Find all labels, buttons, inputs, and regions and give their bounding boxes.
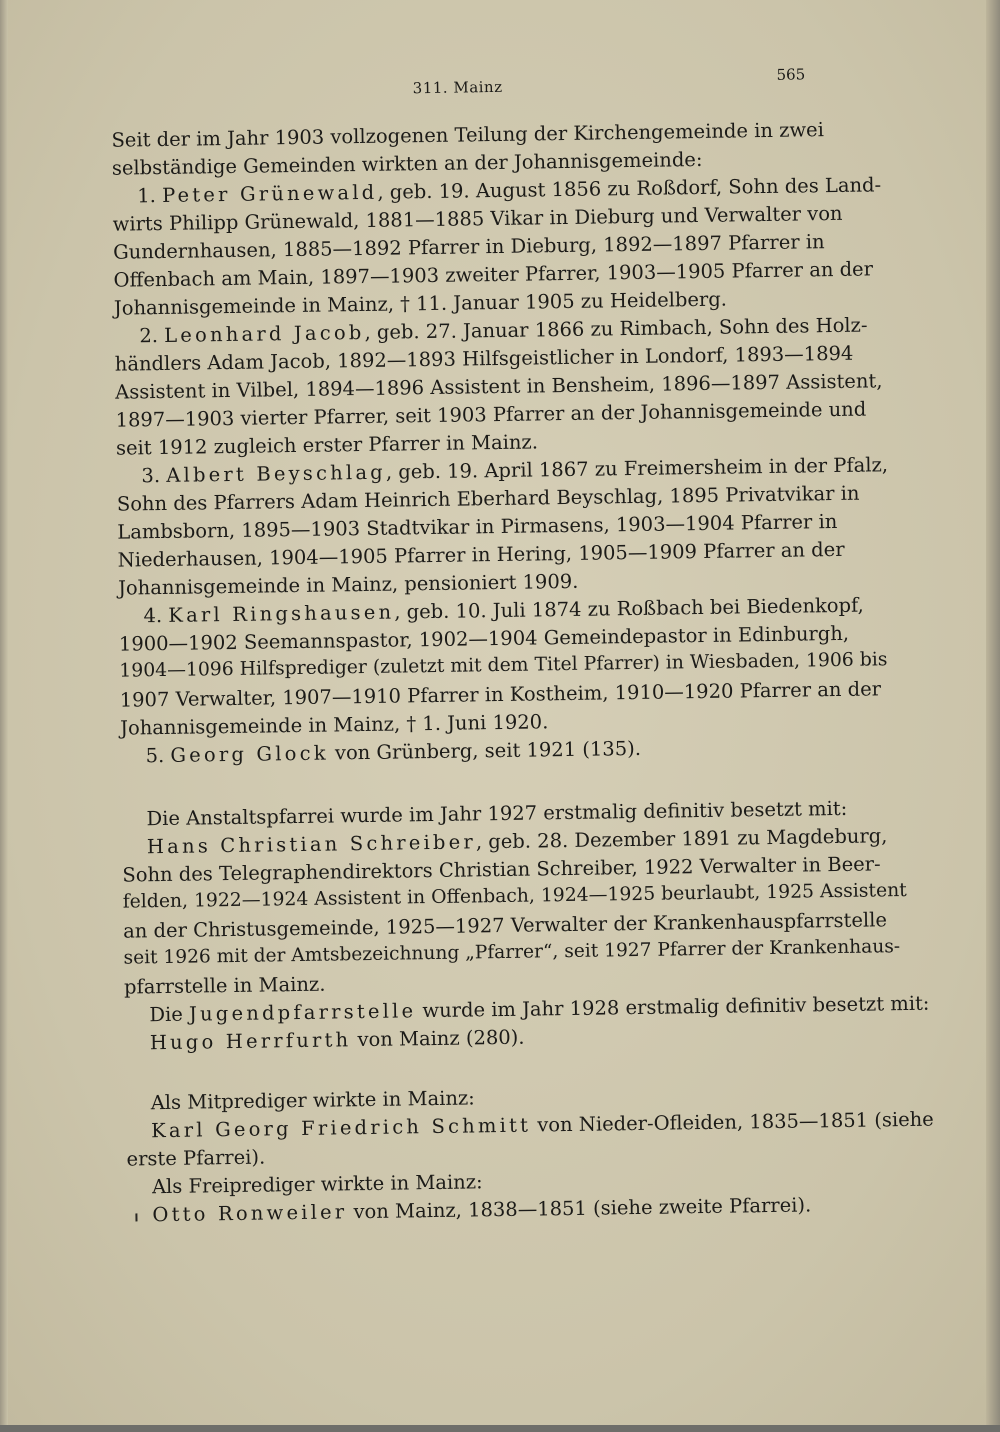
margin-mark — [135, 1213, 137, 1221]
freiprediger-name: Otto Ronweiler — [152, 1200, 348, 1227]
jugend-name: Hugo Herrfurth — [149, 1028, 352, 1055]
freiprediger-line: Otto Ronweiler von Mainz, 1838—1851 (siehe zweite Pfarrei). — [152, 1193, 812, 1227]
anstalt-name: Hans Christian Schreiber — [146, 830, 477, 859]
freiprediger-intro: Als Freiprediger wirkte in Mainz: — [151, 1170, 483, 1199]
pastor-name: Karl Ringshausen — [168, 600, 395, 627]
pastor-entry-4-line: 1907 Verwalter, 1907—1910 Pfarrer in Kostheim, 1910—1920 Pfarrer an der — [119, 677, 882, 712]
pastor-entry-3-line: 3. Albert Beyschlag, geb. 19. April 1867 zu Freimersheim in der Pfalz, — [141, 453, 889, 488]
jugend-intro: Die Jugendpfarrstelle wurde im Jahr 1928 erstmalig definitiv besetzt mit: — [149, 991, 930, 1027]
mitprediger-name: Karl Georg Friedrich Schmitt — [150, 1113, 532, 1143]
anstalt-first-line: Hans Christian Schreiber, geb. 28. Dezember 1891 zu Magdeburg, — [146, 824, 888, 859]
pastor-entry-4-line: 1904—1096 Hilfsprediger (zuletzt mit dem Titel Pfarrer) in Wiesbaden, 1906 bis — [119, 649, 888, 682]
pastor-entry-1-line: Gundernhausen, 1885—1892 Pfarrer in Dieburg, 1892—1897 Pfarrer in — [112, 230, 825, 264]
pastor-entry-2-line: händlers Adam Jacob, 1892—1893 Hilfsgeistlicher in Londorf, 1893—1894 — [114, 341, 854, 376]
pastor-entry-3-line: Niederhausen, 1904—1905 Pfarrer in Hering, 1905—1909 Pfarrer an der — [117, 537, 845, 572]
pastor-entry-4-line: 1900—1902 Seemannspastor, 1902—1904 Gemeindepastor in Edinburgh, — [118, 621, 850, 656]
pastor-name: Leonhard Jacob — [164, 320, 365, 347]
mitprediger-line: erste Pfarrei). — [126, 1145, 266, 1171]
pastor-entry-2-line: seit 1912 zugleich erster Pfarrer in Mainz. — [115, 430, 539, 460]
anstalt-intro: Die Anstaltspfarrei wurde im Jahr 1927 erstmalig definitiv besetzt mit: — [146, 796, 848, 831]
anstalt-line: Sohn des Telegraphendirektors Christian Schreiber, 1922 Verwalter in Beer- — [122, 852, 881, 887]
intro-line: Seit der im Jahr 1903 vollzogenen Teilung der Kirchengemeinde in zwei — [111, 118, 825, 152]
pastor-name: Georg Glock — [170, 741, 329, 767]
pastor-name: Peter Grünewald — [161, 180, 378, 207]
pastor-entry-3-line: Sohn des Pfarrers Adam Heinrich Eberhard Beyschlag, 1895 Privatvikar in — [116, 481, 860, 516]
page-number: 565 — [776, 65, 806, 84]
intro-line: selbständige Gemeinden wirkten an der Johannisgemeinde: — [111, 147, 703, 180]
anstalt-line: an der Christusgemeinde, 1925—1927 Verwalter der Krankenhauspfarrstelle — [123, 908, 888, 943]
pastor-entry-1-line: 1. Peter Grünewald, geb. 19. August 1856 zu Roßdorf, Sohn des Land- — [137, 173, 882, 208]
pastor-entry-3-line: Johannisgemeinde in Mainz, pensioniert 1909. — [117, 569, 579, 600]
pastor-entry-1-line: Offenbach am Main, 1897—1903 zweiter Pfarrer, 1903—1905 Pfarrer an der — [113, 257, 874, 292]
anstalt-line: pfarrstelle in Mainz. — [123, 972, 326, 999]
pastor-entry-4-line: 4. Karl Ringshausen, geb. 10. Juli 1874 zu Roßbach bei Biedenkopf, — [143, 593, 864, 628]
jugend-appointee: Hugo Herrfurth von Mainz (280). — [149, 1025, 525, 1055]
running-header-title: 311. Mainz — [412, 77, 503, 98]
pastor-entry-4-line: Johannisgemeinde in Mainz, † 1. Juni 1920. — [120, 710, 549, 740]
mitprediger-line: Karl Georg Friedrich Schmitt von Nieder-Ofleiden, 1835—1851 (siehe — [150, 1107, 934, 1143]
anstalt-line: seit 1926 mit der Amtsbezeichnung „Pfarrer“, seit 1927 Pfarrer der Krankenhaus- — [123, 936, 901, 969]
pastor-entry-2-line: Assistent in Vilbel, 1894—1896 Assistent in Bensheim, 1896—1897 Assistent, — [115, 369, 883, 404]
pastor-entry-1-line: Johannisgemeinde in Mainz, † 11. Januar 1905 zu Heidelberg. — [113, 287, 728, 320]
pastor-name: Albert Beyschlag — [166, 460, 387, 487]
pastor-entry-5-line: 5. Georg Glock von Grünberg, seit 1921 (135). — [145, 736, 642, 768]
pastor-entry-2-line: 2. Leonhard Jacob, geb. 27. Januar 1866 zu Rimbach, Sohn des Holz- — [139, 313, 868, 348]
mitprediger-intro: Als Mitprediger wirkte in Mainz: — [150, 1086, 475, 1115]
pastor-entry-1-line: wirts Philipp Grünewald, 1881—1885 Vikar in Dieburg und Verwalter von — [112, 201, 843, 236]
pastor-entry-3-line: Lambsborn, 1895—1903 Stadtvikar in Pirmasens, 1903—1904 Pfarrer in — [117, 509, 838, 544]
anstalt-line: felden, 1922—1924 Assistent in Offenbach, 1924—1925 beurlaubt, 1925 Assistent — [122, 879, 907, 913]
jugend-title: Jugendpfarrstelle — [188, 999, 417, 1026]
pastor-entry-2-line: 1897—1903 vierter Pfarrer, seit 1903 Pfarrer an der Johannisgemeinde und — [115, 397, 867, 432]
